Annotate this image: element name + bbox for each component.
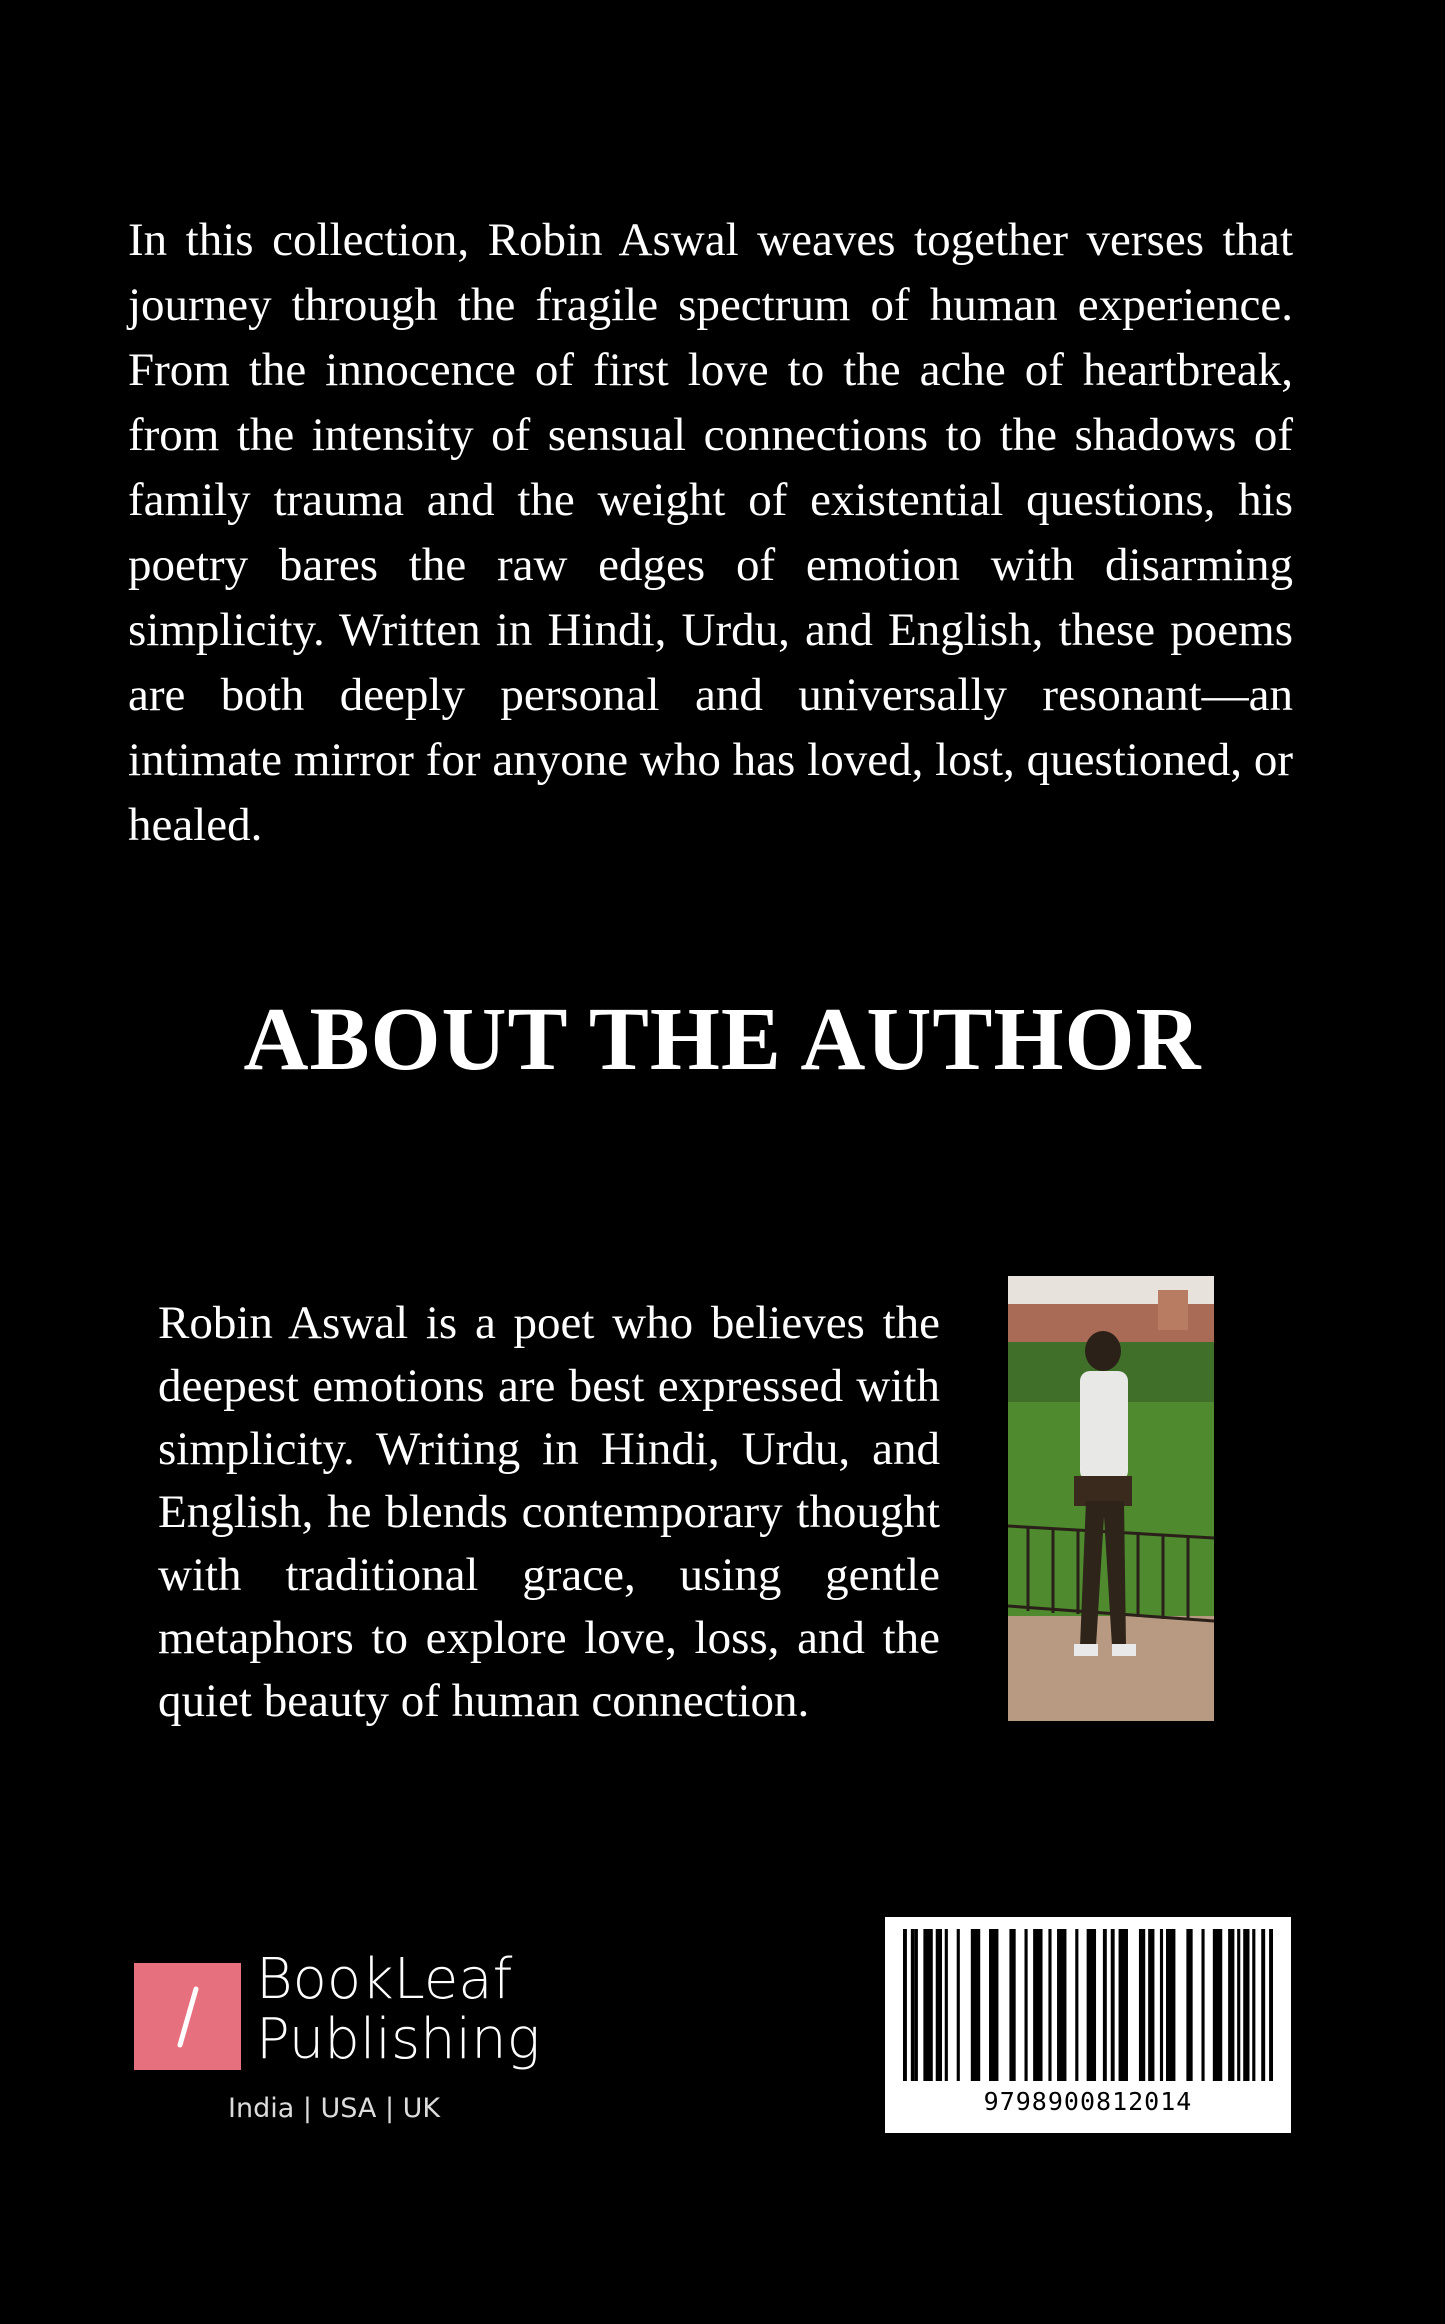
barcode-bar bbox=[1160, 1929, 1163, 2081]
barcode-bar bbox=[1237, 1929, 1240, 2081]
barcode-bar bbox=[1269, 1929, 1273, 2081]
isbn-number: 9798900812014 bbox=[983, 2087, 1193, 2116]
about-author-heading: ABOUT THE AUTHOR bbox=[243, 990, 1202, 1089]
barcode-bar bbox=[1075, 1929, 1078, 2081]
barcode-bar bbox=[1103, 1929, 1107, 2081]
publisher-name bbox=[256, 1947, 541, 2072]
author-photo bbox=[1008, 1276, 1214, 1721]
barcode-bars bbox=[901, 1929, 1275, 2081]
publisher-name-line1: BookLeaf bbox=[256, 1947, 513, 2012]
barcode-bar bbox=[1048, 1929, 1051, 2081]
barcode-bar bbox=[1087, 1929, 1096, 2081]
slash-icon bbox=[134, 1963, 241, 2070]
barcode-bar bbox=[923, 1929, 932, 2081]
barcode-bar bbox=[1025, 1929, 1028, 2081]
author-bio: Robin Aswal is a poet who believes the deepest emotions are best expressed with simplicity. Writing in Hindi, Urdu, and English, he blends contemporary thought with traditional grace, using gentle metaphors to explore love, loss, and the quiet beauty of human connection. bbox=[158, 1297, 940, 1727]
barcode-bar bbox=[1119, 1929, 1128, 2081]
barcode-bar bbox=[1213, 1929, 1222, 2081]
barcode-bar bbox=[936, 1929, 942, 2081]
barcode-bar bbox=[1261, 1929, 1265, 2081]
barcode-bar bbox=[1009, 1929, 1015, 2081]
barcode-bar bbox=[971, 1929, 980, 2081]
barcode-bar bbox=[1111, 1929, 1115, 2081]
barcode-bar bbox=[957, 1929, 960, 2081]
barcode-bar bbox=[1139, 1929, 1145, 2081]
barcode-bar bbox=[1033, 1929, 1042, 2081]
publisher-regions: India | USA | UK bbox=[228, 2093, 441, 2124]
barcode-bar bbox=[1252, 1929, 1255, 2081]
barcode-bar bbox=[1057, 1929, 1066, 2081]
barcode-bar bbox=[1166, 1929, 1175, 2081]
barcode-bar bbox=[945, 1929, 948, 2081]
barcode-bar bbox=[1148, 1929, 1154, 2081]
barcode-bar bbox=[1201, 1929, 1204, 2081]
barcode-bar bbox=[911, 1929, 915, 2081]
barcode-bar bbox=[1186, 1929, 1192, 2081]
barcode-bar bbox=[1228, 1929, 1234, 2081]
isbn-barcode bbox=[885, 1917, 1291, 2133]
barcode-bar bbox=[915, 1929, 918, 2081]
book-blurb: In this collection, Robin Aswal weaves together verses that journey through the fragile spectrum of human experience. From the innocence of first love to the ache of heartbreak, from the intensity of sensual connections to the shadows of family trauma and the weight of existential questions, his poetry bares the raw edges of emotion with disarming simplicity. Written in Hindi, Urdu, and English, these poems are both deeply personal and universally resonant—an intimate mirror for anyone who has loved, lost, questioned, or healed. bbox=[128, 214, 1293, 851]
barcode-bar bbox=[903, 1929, 907, 2081]
publisher-name-line2: Publishing bbox=[256, 2007, 541, 2072]
barcode-bar bbox=[1243, 1929, 1249, 2081]
barcode-bar bbox=[989, 1929, 998, 2081]
